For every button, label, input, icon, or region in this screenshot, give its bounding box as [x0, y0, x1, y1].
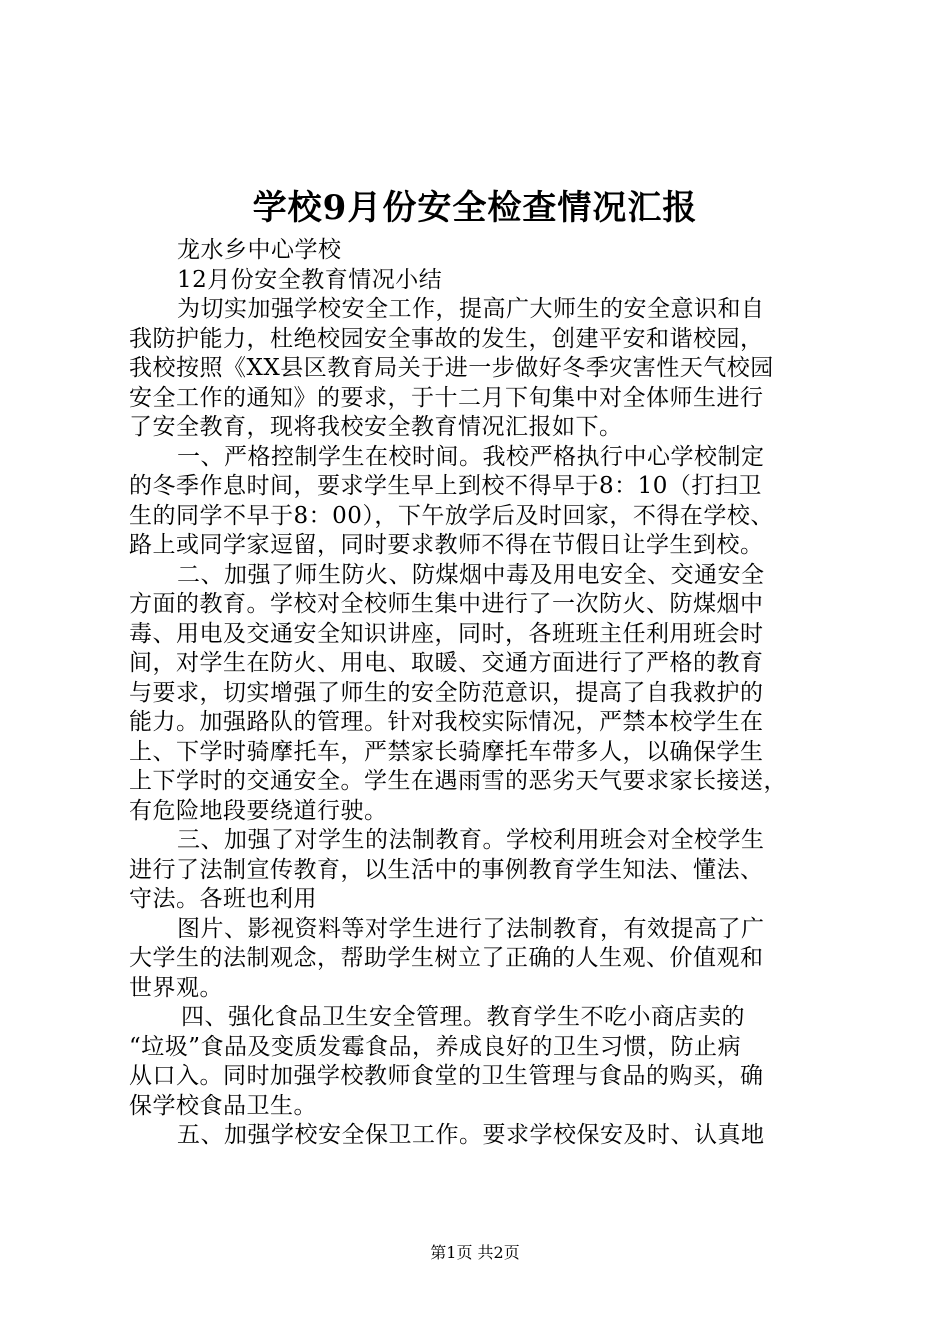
text-line: 进行了法制宣传教育，以生活中的事例教育学生知法、懂法、 [129, 856, 764, 883]
text-line: 五、加强学校安全保卫工作。要求学校保安及时、认真地 [177, 1122, 765, 1148]
text-line: 上、下学时骑摩托车，严禁家长骑摩托车带多人，以确保学生 [129, 738, 764, 765]
text-line: 保学校食品卫生。 [129, 1092, 317, 1119]
page-number: 第1页 共2页 [430, 1243, 520, 1262]
text-line: 能力。加强路队的管理。针对我校实际情况，严禁本校学生在 [129, 709, 764, 735]
text-line: 世界观。 [129, 974, 223, 1001]
text-line: 从口入。同时加强学校教师食堂的卫生管理与食品的购买，确 [129, 1063, 764, 1089]
text-line: 二、加强了师生防火、防煤烟中毒及用电安全、交通安全 [177, 561, 765, 588]
document-title: 学校9月份安全检查情况汇报 [252, 188, 698, 228]
text-line: 三、加强了对学生的法制教育。学校利用班会对全校学生 [177, 827, 765, 853]
text-line: 龙水乡中心学校 [177, 237, 342, 263]
text-line: 与要求，切实增强了师生的安全防范意识，提高了自我救护的 [129, 679, 764, 706]
text-line: “垃圾”食品及变质发霉食品，养成良好的卫生习惯，防止病 [129, 1033, 742, 1060]
text-line: 大学生的法制观念，帮助学生树立了正确的人生观、价值观和 [129, 945, 764, 971]
text-line: 间，对学生在防火、用电、取暖、交通方面进行了严格的教育 [129, 650, 764, 676]
text-line: 守法。各班也利用 [129, 886, 317, 912]
text-line: 上下学时的交通安全。学生在遇雨雪的恶劣天气要求家长接送， [129, 768, 787, 794]
text-line: 方面的教育。学校对全校师生集中进行了一次防火、防煤烟中 [129, 591, 764, 617]
text-line: 生的同学不早于8：00），下午放学后及时回家，不得在学校、 [129, 502, 774, 529]
text-line: 我防护能力，杜绝校园安全事故的发生，创建平安和谐校园， [129, 325, 764, 352]
document-body [129, 236, 837, 1151]
text-line: 有危险地段要绕道行驶。 [129, 797, 388, 824]
text-line: 四、强化食品卫生安全管理。教育学生不吃小商店卖的 [181, 1004, 745, 1030]
text-line: 的冬季作息时间，要求学生早上到校不得早于8：10（打扫卫 [129, 473, 762, 499]
text-line: 安全工作的通知》的要求，于十二月下旬集中对全体师生进行 [129, 384, 764, 411]
text-line: 12月份安全教育情况小结 [177, 266, 443, 293]
text-line: 为切实加强学校安全工作，提高广大师生的安全意识和自 [177, 296, 765, 322]
text-line: 一、严格控制学生在校时间。我校严格执行中心学校制定 [177, 443, 765, 470]
text-line: 了安全教育，现将我校安全教育情况汇报如下。 [129, 414, 623, 440]
text-line: 我校按照《XX县区教育局关于进一步做好冬季灾害性天气校园 [129, 355, 774, 381]
text-line: 毒、用电及交通安全知识讲座，同时，各班班主任利用班会时 [129, 620, 764, 647]
text-line: 路上或同学家逗留，同时要求教师不得在节假日让学生到校。 [129, 532, 764, 558]
text-line: 图片、影视资料等对学生进行了法制教育，有效提高了广 [177, 915, 765, 942]
